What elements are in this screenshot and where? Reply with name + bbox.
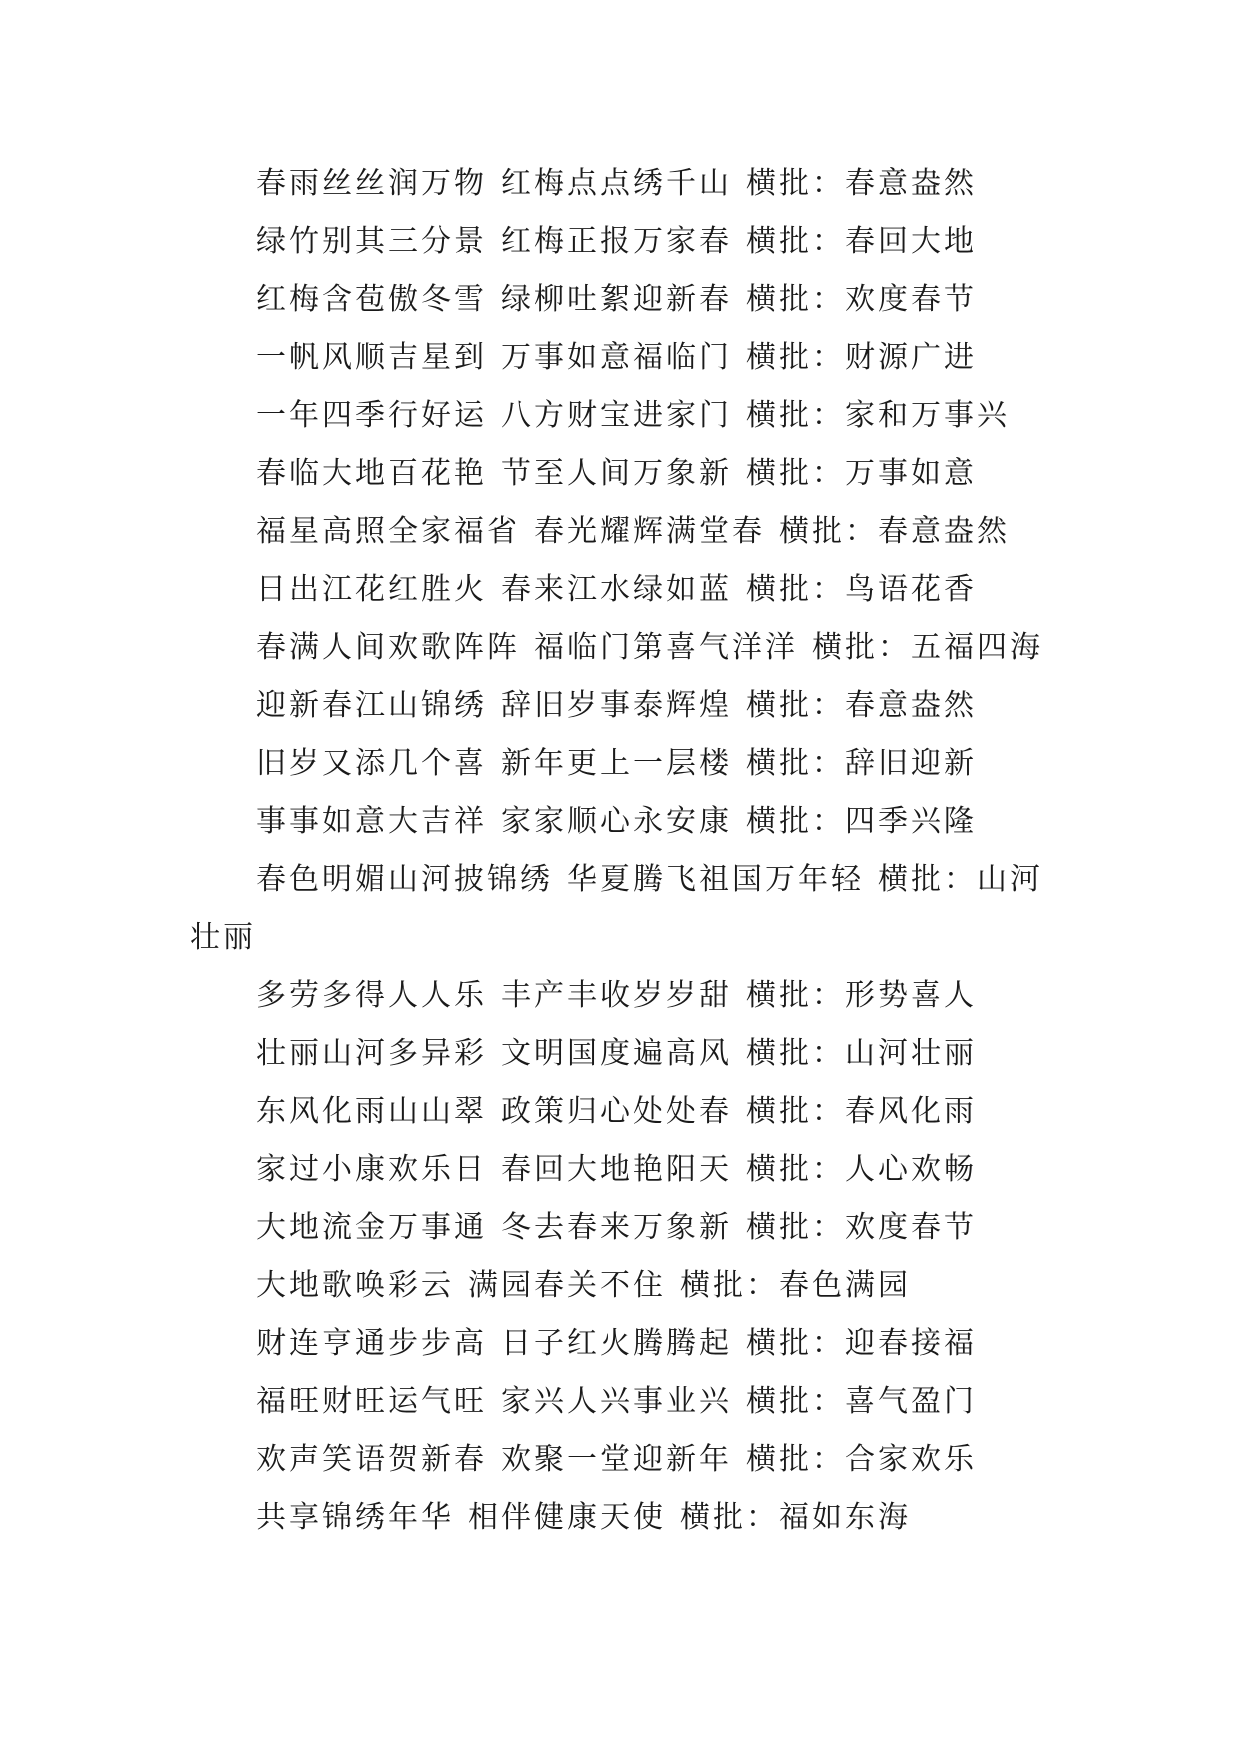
horizontal-scroll: 山河壮丽 — [845, 1036, 977, 1071]
horizontal-label: 横批： — [746, 1210, 845, 1245]
lower-couplet: 春回大地艳阳天 — [501, 1152, 732, 1187]
upper-couplet: 壮丽山河多异彩 — [256, 1036, 487, 1071]
horizontal-scroll: 四季兴隆 — [845, 804, 977, 839]
upper-couplet: 绿竹别其三分景 — [256, 224, 487, 259]
horizontal-label: 横批： — [746, 1094, 845, 1129]
lower-couplet: 辞旧岁事泰辉煌 — [501, 688, 732, 723]
upper-couplet: 红梅含苞傲冬雪 — [256, 282, 487, 317]
horizontal-scroll: 人心欢畅 — [845, 1152, 977, 1187]
horizontal-label: 横批： — [746, 1152, 845, 1187]
horizontal-label: 横批： — [746, 1384, 845, 1419]
couplet-line — [190, 329, 1050, 387]
couplet-line — [190, 155, 1050, 213]
upper-couplet: 福星高照全家福省 — [256, 514, 520, 549]
couplet-line — [190, 1083, 1050, 1141]
horizontal-label: 横批： — [746, 1326, 845, 1361]
lower-couplet: 家家顺心永安康 — [501, 804, 732, 839]
upper-couplet: 大地歌唤彩云 — [256, 1268, 454, 1303]
horizontal-scroll: 万事如意 — [845, 456, 977, 491]
lower-couplet: 新年更上一层楼 — [501, 746, 732, 781]
horizontal-scroll: 喜气盈门 — [845, 1384, 977, 1419]
lower-couplet: 八方财宝进家门 — [501, 398, 732, 433]
couplet-line — [190, 1373, 1050, 1431]
lower-couplet: 万事如意福临门 — [501, 340, 732, 375]
horizontal-label: 横批： — [878, 862, 977, 897]
horizontal-scroll: 春回大地 — [845, 224, 977, 259]
upper-couplet: 财连亨通步步高 — [256, 1326, 487, 1361]
horizontal-scroll: 福如东海 — [779, 1500, 911, 1535]
horizontal-scroll: 春意盎然 — [845, 166, 977, 201]
horizontal-scroll: 家和万事兴 — [845, 398, 1010, 433]
couplet-line-wrapped — [190, 851, 1050, 909]
upper-couplet: 春雨丝丝润万物 — [256, 166, 487, 201]
couplet-line — [190, 967, 1050, 1025]
horizontal-scroll: 财源广进 — [845, 340, 977, 375]
horizontal-label: 横批： — [746, 1442, 845, 1477]
horizontal-scroll: 五福四海 — [911, 630, 1043, 665]
upper-couplet: 迎新春江山锦绣 — [256, 688, 487, 723]
horizontal-scroll-part1: 山河 — [977, 862, 1043, 897]
lower-couplet: 家兴人兴事业兴 — [501, 1384, 732, 1419]
couplet-line — [190, 561, 1050, 619]
horizontal-label: 横批： — [746, 456, 845, 491]
horizontal-scroll: 辞旧迎新 — [845, 746, 977, 781]
upper-couplet: 事事如意大吉祥 — [256, 804, 487, 839]
upper-couplet: 春临大地百花艳 — [256, 456, 487, 491]
couplet-line — [190, 1431, 1050, 1489]
horizontal-scroll: 春色满园 — [779, 1268, 911, 1303]
horizontal-label: 横批： — [746, 688, 845, 723]
horizontal-scroll: 春意盎然 — [878, 514, 1010, 549]
lower-couplet: 政策归心处处春 — [501, 1094, 732, 1129]
horizontal-scroll: 春意盎然 — [845, 688, 977, 723]
lower-couplet: 春光耀辉满堂春 — [534, 514, 765, 549]
couplet-line — [190, 445, 1050, 503]
lower-couplet: 华夏腾飞祖国万年轻 — [567, 862, 864, 897]
lower-couplet: 日子红火腾腾起 — [501, 1326, 732, 1361]
couplet-line — [190, 619, 1050, 677]
horizontal-label: 横批： — [746, 572, 845, 607]
couplet-line — [190, 387, 1050, 445]
upper-couplet: 春色明媚山河披锦绣 — [256, 862, 553, 897]
upper-couplet: 多劳多得人人乐 — [256, 978, 487, 1013]
couplet-line — [190, 271, 1050, 329]
lower-couplet: 绿柳吐絮迎新春 — [501, 282, 732, 317]
horizontal-label: 横批： — [779, 514, 878, 549]
couplet-line — [190, 793, 1050, 851]
couplet-list — [190, 155, 1050, 1547]
upper-couplet: 共享锦绣年华 — [256, 1500, 454, 1535]
horizontal-label: 横批： — [746, 1036, 845, 1071]
horizontal-label: 横批： — [746, 166, 845, 201]
couplet-line — [190, 1315, 1050, 1373]
lower-couplet: 丰产丰收岁岁甜 — [501, 978, 732, 1013]
couplet-line — [190, 213, 1050, 271]
couplet-line — [190, 1257, 1050, 1315]
horizontal-label: 横批： — [746, 398, 845, 433]
lower-couplet: 节至人间万象新 — [501, 456, 732, 491]
upper-couplet: 欢声笑语贺新春 — [256, 1442, 487, 1477]
horizontal-scroll: 形势喜人 — [845, 978, 977, 1013]
upper-couplet: 一年四季行好运 — [256, 398, 487, 433]
couplet-line — [190, 1489, 1050, 1547]
horizontal-scroll: 欢度春节 — [845, 1210, 977, 1245]
upper-couplet: 家过小康欢乐日 — [256, 1152, 487, 1187]
lower-couplet: 冬去春来万象新 — [501, 1210, 732, 1245]
lower-couplet: 福临门第喜气洋洋 — [534, 630, 798, 665]
horizontal-label: 横批： — [746, 804, 845, 839]
couplet-line — [190, 1025, 1050, 1083]
horizontal-label: 横批： — [746, 224, 845, 259]
upper-couplet: 福旺财旺运气旺 — [256, 1384, 487, 1419]
couplet-line — [190, 1141, 1050, 1199]
upper-couplet: 一帆风顺吉星到 — [256, 340, 487, 375]
lower-couplet: 红梅点点绣千山 — [501, 166, 732, 201]
lower-couplet: 文明国度遍高风 — [501, 1036, 732, 1071]
horizontal-label: 横批： — [680, 1500, 779, 1535]
horizontal-label: 横批： — [746, 978, 845, 1013]
upper-couplet: 大地流金万事通 — [256, 1210, 487, 1245]
horizontal-scroll: 欢度春节 — [845, 282, 977, 317]
lower-couplet: 春来江水绿如蓝 — [501, 572, 732, 607]
couplet-line-continuation — [190, 909, 1050, 967]
horizontal-label: 横批： — [746, 282, 845, 317]
couplet-line — [190, 503, 1050, 561]
upper-couplet: 日出江花红胜火 — [256, 572, 487, 607]
horizontal-label: 横批： — [746, 340, 845, 375]
couplet-line — [190, 677, 1050, 735]
lower-couplet: 红梅正报万家春 — [501, 224, 732, 259]
upper-couplet: 旧岁又添几个喜 — [256, 746, 487, 781]
lower-couplet: 相伴健康天使 — [468, 1500, 666, 1535]
horizontal-scroll-part2: 壮丽 — [190, 920, 256, 955]
couplet-line — [190, 1199, 1050, 1257]
horizontal-scroll: 合家欢乐 — [845, 1442, 977, 1477]
horizontal-label: 横批： — [746, 746, 845, 781]
lower-couplet: 满园春关不住 — [468, 1268, 666, 1303]
horizontal-scroll: 鸟语花香 — [845, 572, 977, 607]
horizontal-scroll: 迎春接福 — [845, 1326, 977, 1361]
horizontal-label: 横批： — [812, 630, 911, 665]
horizontal-label: 横批： — [680, 1268, 779, 1303]
horizontal-scroll: 春风化雨 — [845, 1094, 977, 1129]
couplet-line — [190, 735, 1050, 793]
lower-couplet: 欢聚一堂迎新年 — [501, 1442, 732, 1477]
upper-couplet: 春满人间欢歌阵阵 — [256, 630, 520, 665]
upper-couplet: 东风化雨山山翠 — [256, 1094, 487, 1129]
